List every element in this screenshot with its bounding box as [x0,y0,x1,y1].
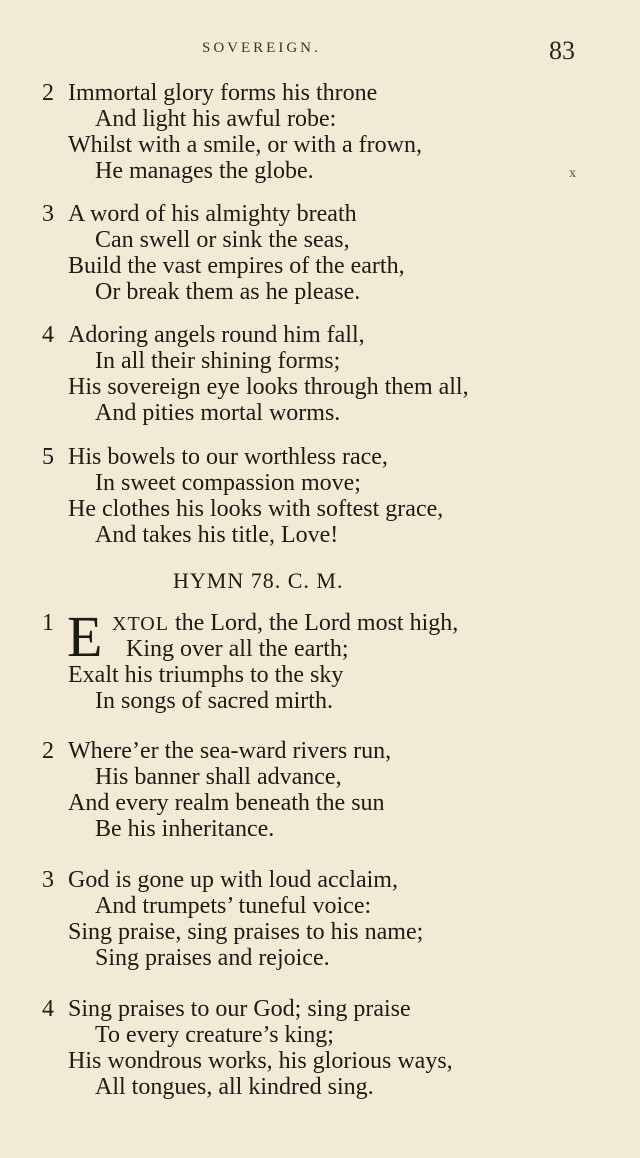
verse-line: Sing praises and rejoice. [95,945,330,971]
page-number: 83 [549,36,575,65]
stanza-number: 3 [42,867,54,893]
verse-line: Sing praise, sing praises to his name; [68,919,424,945]
verse-line: His sovereign eye looks through them all, [68,374,469,400]
verse-line: Or break them as he please. [95,279,361,305]
verse-line: In all their shining forms; [95,348,341,374]
verse-line-opening [112,610,458,636]
verse-line: A word of his almighty breath [68,201,357,227]
verse-line: Immortal glory forms his throne [68,80,378,106]
verse-line: His wondrous works, his glorious ways, [68,1048,453,1074]
verse-line: And every realm beneath the sun [68,790,385,816]
verse-line: King over all the earth; [126,636,349,662]
verse-line: He manages the globe. [95,158,314,184]
stanza-number: 5 [42,444,54,470]
hymn-heading: HYMN 78. C. M. [173,568,344,593]
verse-line: Whilst with a smile, or with a frown, [68,132,422,158]
stray-mark: x [569,166,576,181]
verse-line: Build the vast empires of the earth, [68,253,405,279]
verse-line: Where’er the sea-ward rivers run, [68,738,392,764]
verse-line: In sweet compassion move; [95,470,361,496]
verse-line: All tongues, all kindred sing. [95,1074,374,1100]
verse-line: Adoring angels round him fall, [68,322,365,348]
opening-word: XTOL [112,613,169,635]
verse-line: His banner shall advance, [95,764,342,790]
verse-line-rest: the Lord, the Lord most high, [168,610,459,636]
verse-line: In songs of sacred mirth. [95,688,333,714]
verse-line: And light his awful robe: [95,106,337,132]
stanza-number: 4 [42,322,54,348]
verse-line: Be his inheritance. [95,816,275,842]
stanza-number: 4 [42,996,54,1022]
stanza-number: 2 [42,80,54,106]
running-head [0,36,640,66]
verse-line: And pities mortal worms. [95,400,341,426]
verse-line: God is gone up with loud acclaim, [68,867,398,893]
verse-line: Can swell or sink the seas, [95,227,350,253]
verse-line: His bowels to our worthless race, [68,444,388,470]
verse-line: To every creature’s king; [95,1022,334,1048]
verse-line: Sing praises to our God; sing praise [68,996,411,1022]
verse-line: Exalt his triumphs to the sky [68,662,344,688]
drop-cap: E [67,604,103,669]
verse-line: And takes his title, Love! [95,522,339,548]
stanza-number: 2 [42,738,54,764]
stanza-number: 1 [42,610,54,636]
running-title: SOVEREIGN. [202,40,321,56]
verse-line: And trumpets’ tuneful voice: [95,893,372,919]
verse-line: He clothes his looks with softest grace, [68,496,444,522]
stanza-number: 3 [42,201,54,227]
